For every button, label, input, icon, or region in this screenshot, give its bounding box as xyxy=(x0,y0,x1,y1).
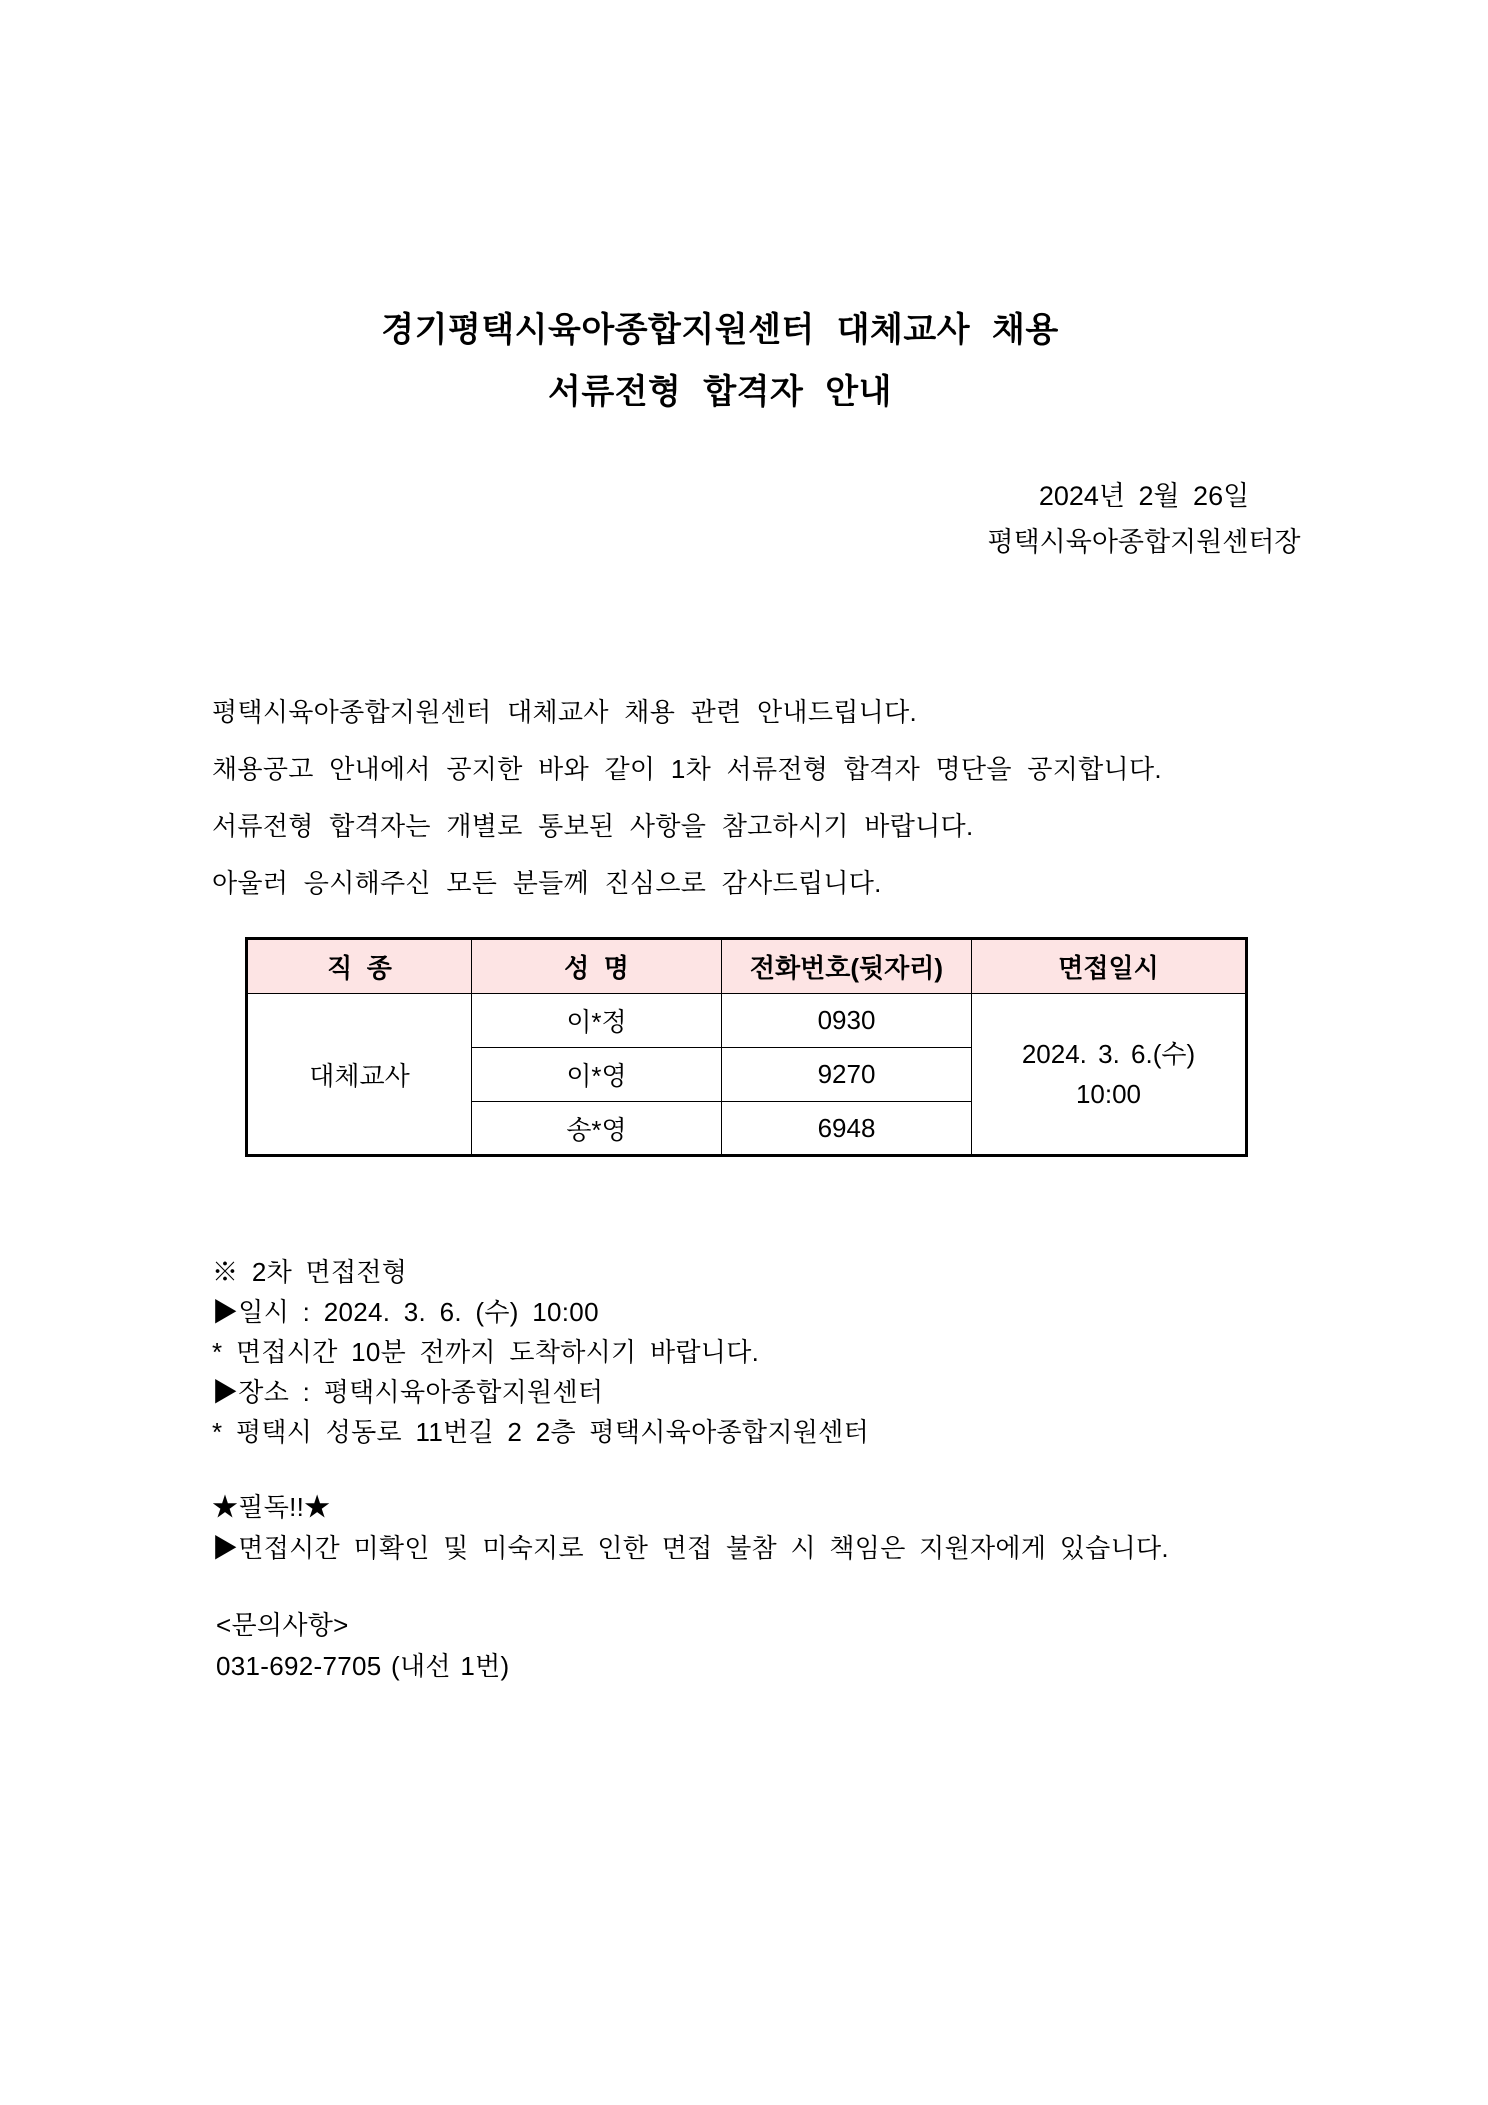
header-cell-name: 성 명 xyxy=(472,939,722,994)
table-row xyxy=(247,994,1247,1048)
must-read-section xyxy=(212,1487,1169,1569)
name-cell-3: 송*영 xyxy=(472,1102,722,1156)
second-round-heading: ※ 2차 면접전형 xyxy=(212,1257,408,1287)
title-line-1: 경기평택시육아종합지원센터 대체교사 채용 xyxy=(381,311,1059,349)
intro-line-2: 채용공고 안내에서 공지한 바와 같이 1차 서류전형 합격자 명단을 공지합니다. xyxy=(212,754,1162,784)
title-line-2: 서류전형 합격자 안내 xyxy=(548,373,892,411)
contact-section xyxy=(216,1605,510,1687)
intro-paragraph xyxy=(212,684,1362,912)
applicants-table xyxy=(245,937,1248,1157)
second-round-section xyxy=(212,1252,869,1452)
second-round-address-note: * 평택시 성동로 11번길 2 2층 평택시육아종합지원센터 xyxy=(212,1417,869,1447)
name-cell-2: 이*영 xyxy=(472,1048,722,1102)
date-block xyxy=(898,473,1390,565)
interview-time: 10:00 xyxy=(1075,1079,1142,1109)
header-cell-job: 직 종 xyxy=(247,939,472,994)
interview-cell xyxy=(972,994,1247,1156)
header-cell-interview: 면접일시 xyxy=(972,939,1247,994)
contact-phone-line: 031-692-7705 (내선 1번) xyxy=(216,1651,510,1681)
second-round-arrival-note: * 면접시간 10분 전까지 도착하시기 바랍니다. xyxy=(212,1337,760,1367)
phone-cell-1: 0930 xyxy=(722,994,972,1048)
must-read-warning-line: ▶면접시간 미확인 및 미숙지로 인한 면접 불참 시 책임은 지원자에게 있습니다. xyxy=(212,1533,1169,1563)
interview-date: 2024. 3. 6.(수) xyxy=(1021,1039,1196,1069)
job-cell: 대체교사 xyxy=(247,994,472,1156)
name-cell-1: 이*정 xyxy=(472,994,722,1048)
contact-heading: <문의사항> xyxy=(216,1610,349,1640)
second-round-datetime-line: ▶일시 : 2024. 3. 6. (수) 10:00 xyxy=(212,1297,599,1327)
header-cell-phone: 전화번호(뒷자리) xyxy=(722,939,972,994)
phone-cell-3: 6948 xyxy=(722,1102,972,1156)
date-line: 2024년 2월 26일 xyxy=(1038,481,1250,511)
intro-line-1: 평택시육아종합지원센터 대체교사 채용 관련 안내드립니다. xyxy=(212,697,918,727)
signer-line: 평택시육아종합지원센터장 xyxy=(987,527,1301,557)
second-round-place-line: ▶장소 : 평택시육아종합지원센터 xyxy=(212,1377,604,1407)
intro-line-3: 서류전형 합격자는 개별로 통보된 사항을 참고하시기 바랍니다. xyxy=(212,811,974,841)
table-header-row xyxy=(247,939,1247,994)
must-read-heading: ★필독!!★ xyxy=(212,1492,331,1522)
intro-line-4: 아울러 응시해주신 모든 분들께 진심으로 감사드립니다. xyxy=(212,868,882,898)
phone-cell-2: 9270 xyxy=(722,1048,972,1102)
document-title xyxy=(170,299,1270,423)
